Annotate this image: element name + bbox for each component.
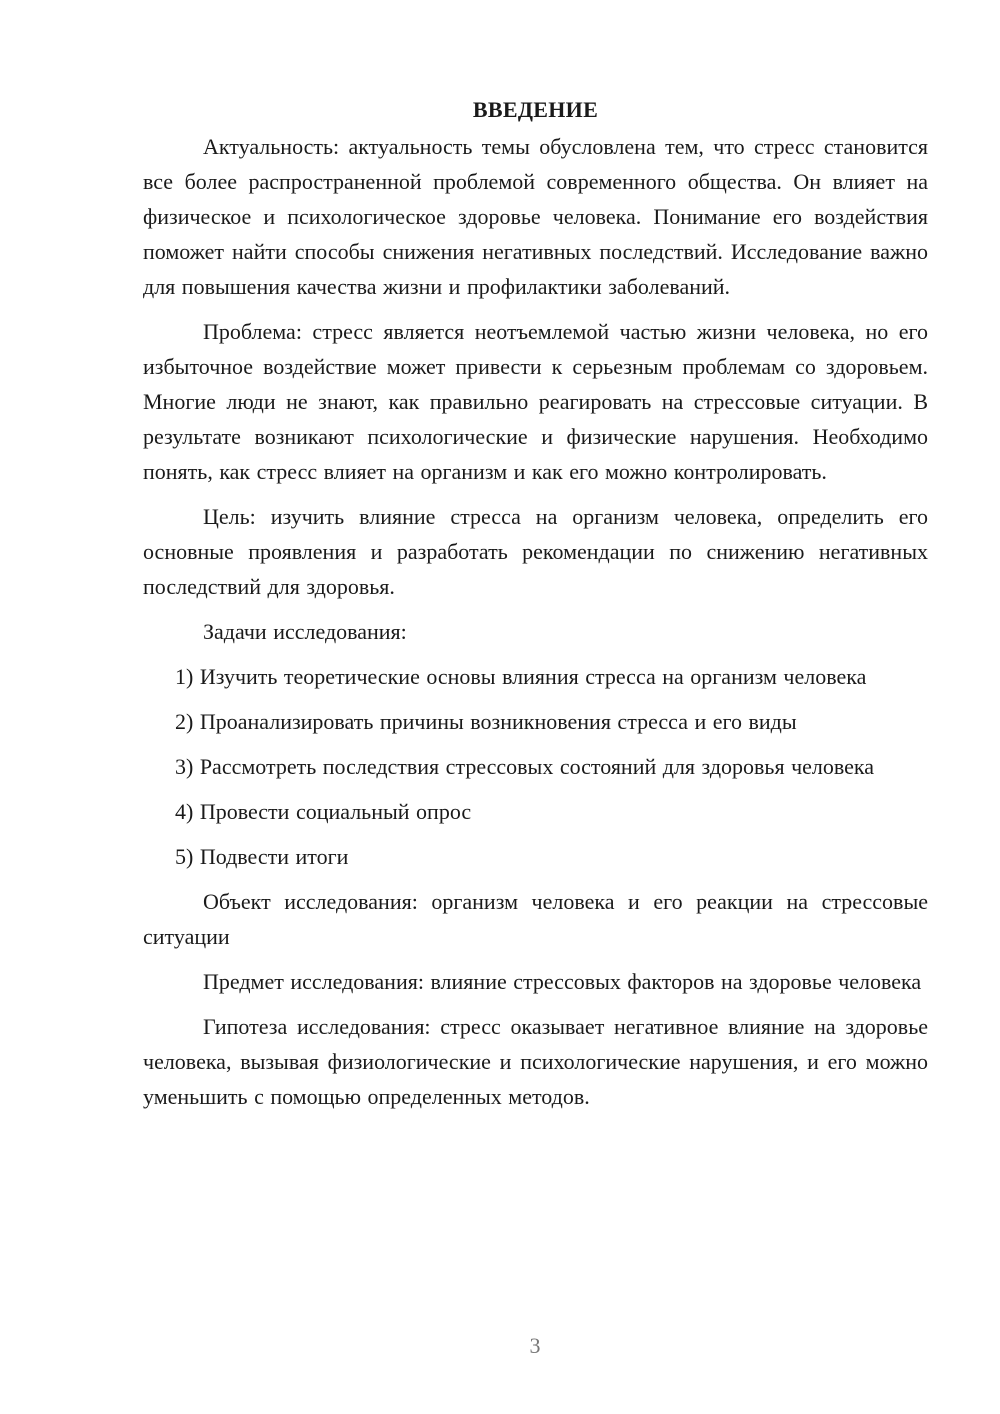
task-item: 5) Подвести итоги xyxy=(175,844,349,869)
object-paragraph: Объект исследования: организм человека и его реакции на стрессовые ситуации xyxy=(143,889,928,949)
task-item: 2) Проанализировать причины возникновения стресса и его виды xyxy=(175,709,797,734)
page-content xyxy=(143,92,928,1124)
problem-paragraph: Проблема: стресс является неотъемлемой частью жизни человека, но его избыточное воздействие может привести к серьезным проблемам со здоровьем. Многие люди не знают, как правильно реагировать на стрессовые ситуации. В результате возникают психологические и физические нарушения. Необходимо понять, как стресс влияет на организм и как его можно контролировать. xyxy=(143,319,928,484)
hypothesis-paragraph: Гипотеза исследования: стресс оказывает негативное влияние на здоровье человека, вызывая физиологические и психологические нарушения, и его можно уменьшить с помощью определенных методов. xyxy=(143,1014,928,1109)
task-item: 4) Провести социальный опрос xyxy=(175,799,472,824)
relevance-paragraph: Актуальность: актуальность темы обусловлена тем, что стресс становится все более распространенной проблемой современного общества. Он влияет на физическое и психологическое здоровье человека. Понимание его воздействия поможет найти способы снижения негативных последствий. Исследование важно для повышения качества жизни и профилактики заболеваний. xyxy=(143,134,928,299)
tasks-heading: Задачи исследования: xyxy=(203,619,407,644)
goal-paragraph: Цель: изучить влияние стресса на организм человека, определить его основные проявления и разработать рекомендации по снижению негативных последствий для здоровья. xyxy=(143,504,928,599)
page-number: 3 xyxy=(529,1333,541,1358)
task-item: 3) Рассмотреть последствия стрессовых состояний для здоровья человека xyxy=(175,754,875,779)
section-heading: ВВЕДЕНИЕ xyxy=(472,97,599,122)
task-item: 1) Изучить теоретические основы влияния стресса на организм человека xyxy=(175,664,867,689)
subject-paragraph: Предмет исследования: влияние стрессовых факторов на здоровье человека xyxy=(203,969,922,994)
